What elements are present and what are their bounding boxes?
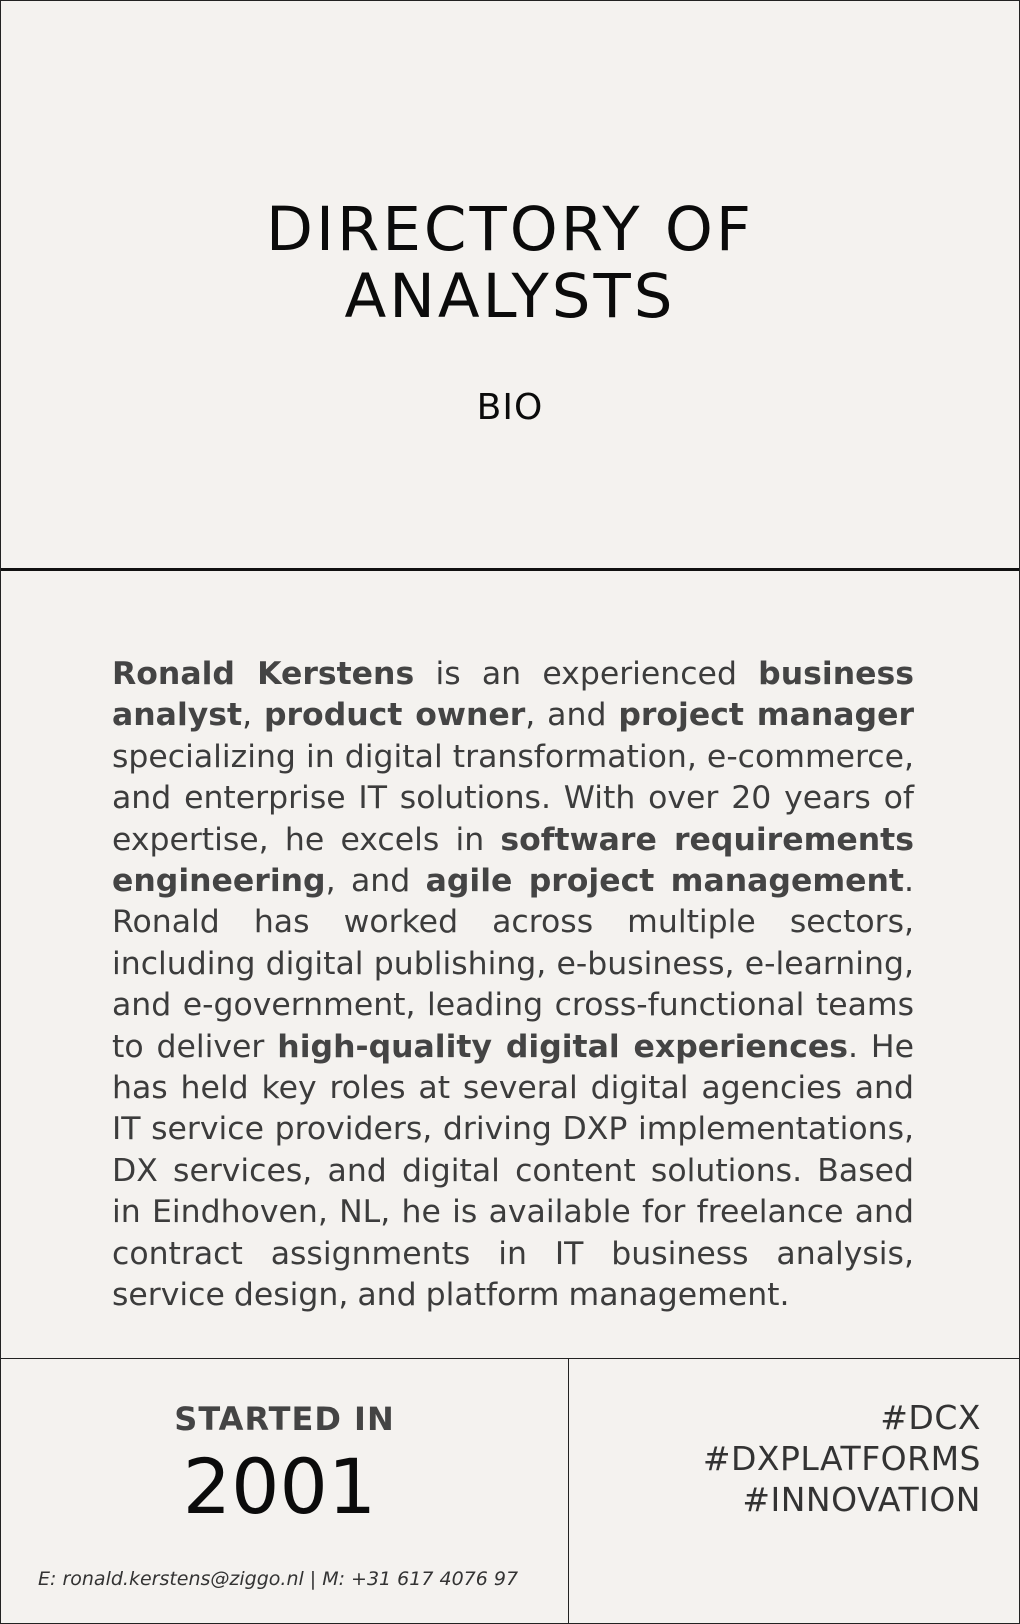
- contact-line: [38, 1568, 558, 1590]
- card-header: [1, 1, 1019, 571]
- hashtag-list: [581, 1397, 981, 1520]
- bio-text: . He has held key roles at several digital agencies and IT service providers, driving DXP implementations, DX services, and digital content solutions. Based in Eindhoven, NL, he is available for freelance and contract assignments in IT business analysis, service design, and platform management.: [112, 1028, 915, 1314]
- bio-text: specializing in digital transformation, e-commerce, and enterprise IT solutions. With over 20 years of expertise, he excels in: [112, 738, 914, 858]
- section-subtitle: BIO: [476, 387, 544, 428]
- hashtag: #DXPLATFORMS: [702, 1439, 981, 1478]
- bio-text: , and: [325, 863, 426, 900]
- footer-divider: [568, 1359, 569, 1624]
- contact-email[interactable]: E: ronald.kerstens@ziggo.nl: [38, 1568, 304, 1590]
- bio-text: . Ronald has worked across multiple sectors, including digital publishing, e-business, e-learning, and e-government, leading cross-functional teams to deliver: [112, 863, 914, 1065]
- bio-text: is an experienced: [414, 656, 759, 692]
- hashtag: #INNOVATION: [742, 1480, 981, 1519]
- started-label: STARTED IN: [174, 1400, 395, 1438]
- bio-highlight: high-quality digital experiences: [277, 1028, 849, 1065]
- title-line-1: DIRECTORY OF: [266, 194, 754, 265]
- bio-highlight: agile project management: [425, 863, 904, 900]
- page-title: [1, 196, 1019, 330]
- bio-highlight: software requirements engineering: [112, 821, 914, 900]
- title-line-2: ANALYSTS: [344, 261, 676, 332]
- bio-highlight: product owner: [263, 697, 526, 734]
- contact-mobile[interactable]: M: +31 617 4076 97: [322, 1568, 519, 1590]
- bio-paragraph: [112, 654, 914, 1317]
- card-footer: [1, 1358, 1019, 1624]
- hashtag: #DCX: [880, 1398, 981, 1437]
- bio-highlight: project manager: [618, 697, 914, 734]
- started-year: 2001: [182, 1442, 377, 1531]
- bio-highlight: business analyst: [112, 656, 914, 734]
- bio-text: , and: [525, 697, 619, 734]
- contact-separator: |: [309, 1568, 317, 1590]
- bio-text: ,: [242, 697, 264, 734]
- bio-name: Ronald Kerstens: [112, 656, 415, 692]
